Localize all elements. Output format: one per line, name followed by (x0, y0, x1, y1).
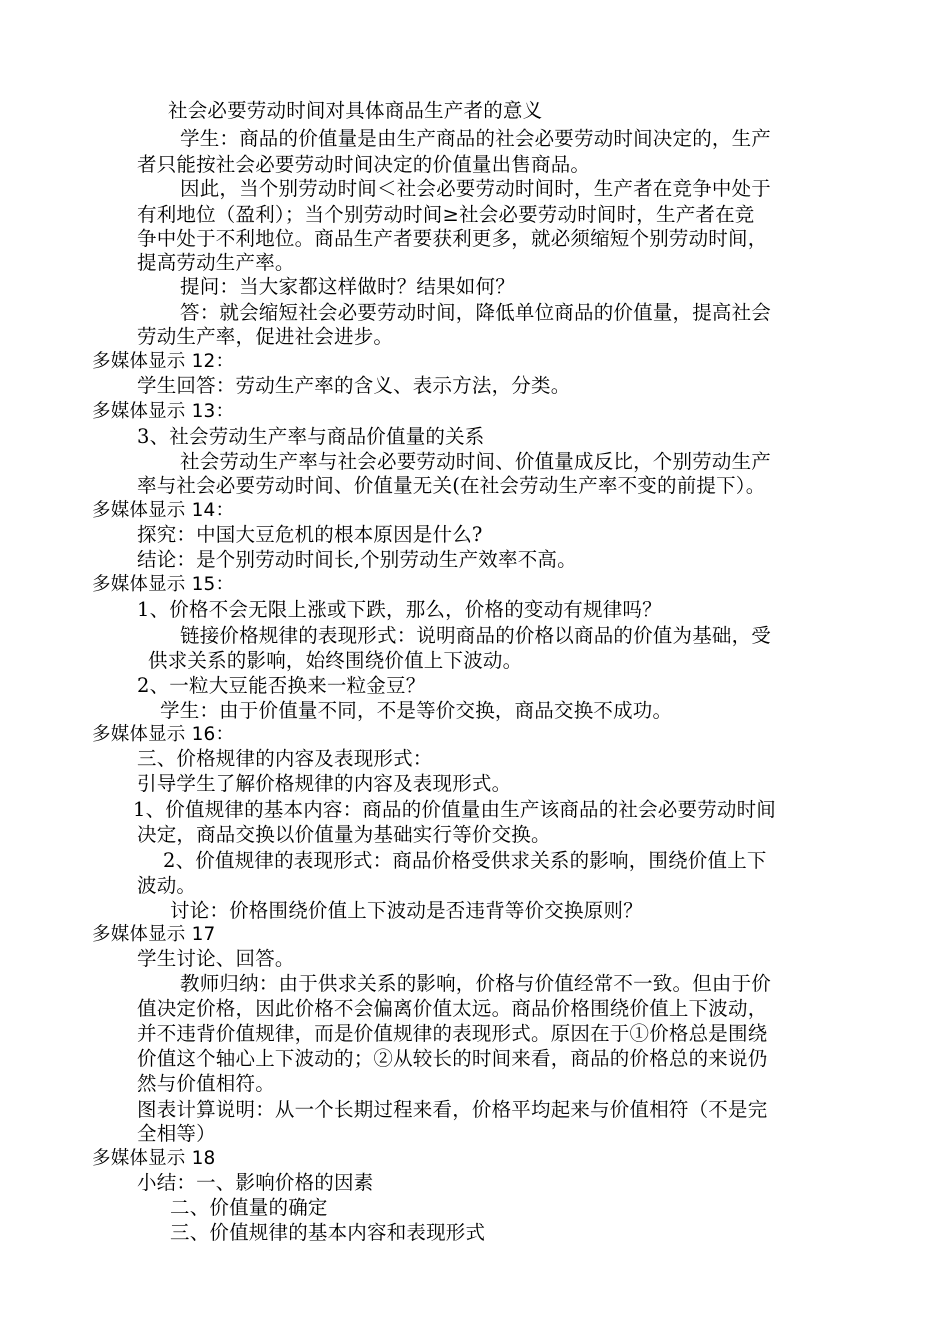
text-line: 提高劳动生产率。 (137, 251, 295, 274)
text-line: 三、价格规律的内容及表现形式： (137, 747, 433, 770)
text-line: 学生讨论、回答。 (137, 947, 295, 970)
text-line: 值决定价格，因此价格不会偏离价值太远。商品价格围绕价值上下波动， (137, 997, 768, 1020)
text-line: 引导学生了解价格规律的内容及表现形式。 (137, 772, 512, 795)
text-line: 然与价值相符。 (137, 1072, 275, 1095)
text-line: 有利地位（盈利）；当个别劳动时间≥社会必要劳动时间时，生产者在竞 (137, 203, 755, 226)
text-line: 三、价值规律的基本内容和表现形式 (170, 1221, 486, 1244)
text-line: 学生回答：劳动生产率的含义、表示方法，分类。 (137, 374, 571, 397)
text-line: 探究：中国大豆危机的根本原因是什么? (137, 523, 483, 546)
text-line: 答：就会缩短社会必要劳动时间，降低单位商品的价值量，提高社会 (180, 301, 772, 324)
text-line: 全相等） (137, 1122, 216, 1145)
text-line: 学生：商品的价值量是由生产商品的社会必要劳动时间决定的，生产 (180, 127, 772, 150)
section-heading: 多媒体显示 16： (92, 724, 235, 745)
section-heading: 多媒体显示 12： (92, 351, 235, 372)
text-line: 并不违背价值规律，而是价值规律的表现形式。原因在于①价格总是围绕 (137, 1022, 768, 1045)
text-line: 结论：是个别劳动时间长,个别劳动生产效率不高。 (137, 548, 577, 571)
text-line: 决定，商品交换以价值量为基础实行等价交换。 (137, 823, 551, 846)
section-heading: 多媒体显示 18 (92, 1148, 216, 1169)
section-heading: 多媒体显示 17 (92, 924, 216, 945)
text-line: 教师归纳：由于供求关系的影响，价格与价值经常不一致。但由于价 (180, 972, 772, 995)
text-line: 提问：当大家都这样做时？结果如何？ (180, 275, 515, 298)
text-line: 学生：由于价值量不同，不是等价交换，商品交换不成功。 (160, 699, 673, 722)
text-line: 者只能按社会必要劳动时间决定的价值量出售商品。 (137, 153, 591, 176)
text-line: 3、社会劳动生产率与商品价值量的关系 (137, 425, 485, 448)
text-line: 率与社会必要劳动时间、价值量无关(在社会劳动生产率不变的前提下）。 (137, 474, 766, 497)
text-line: 因此，当个别劳动时间＜社会必要劳动时间时，生产者在竞争中处于 (180, 177, 772, 200)
text-line: 供求关系的影响，始终围绕价值上下波动。 (148, 649, 523, 672)
text-line: 劳动生产率，促进社会进步。 (137, 325, 394, 348)
text-line: 讨论：价格围绕价值上下波动是否违背等价交换原则？ (170, 899, 643, 922)
text-line: 2、一粒大豆能否换来一粒金豆？ (137, 674, 426, 697)
text-line: 争中处于不利地位。商品生产者要获利更多，就必须缩短个别劳动时间， (137, 227, 768, 250)
text-line: 社会劳动生产率与社会必要劳动时间、价值量成反比，个别劳动生产 (180, 450, 772, 473)
section-heading: 多媒体显示 14： (92, 500, 235, 521)
text-line: 1、价格不会无限上涨或下跌，那么，价格的变动有规律吗？ (137, 598, 662, 621)
text-line: 小结：一、影响价格的因素 (137, 1171, 374, 1194)
text-line: 图表计算说明：从一个长期过程来看，价格平均起来与价值相符（不是完 (137, 1098, 768, 1121)
text-line: 价值这个轴心上下波动的；②从较长的时间来看，商品的价格总的来说仍 (137, 1047, 768, 1070)
text-line: 二、价值量的确定 (170, 1196, 328, 1219)
section-heading: 多媒体显示 13： (92, 401, 235, 422)
text-line: 社会必要劳动时间对具体商品生产者的意义 (168, 99, 543, 122)
text-line: 波动。 (137, 874, 197, 897)
text-line: 2、价值规律的表现形式：商品价格受供求关系的影响，围绕价值上下 (163, 849, 767, 872)
text-line: 1、价值规律的基本内容：商品的价值量由生产该商品的社会必要劳动时间 (133, 798, 777, 821)
section-heading: 多媒体显示 15： (92, 574, 235, 595)
text-line: 链接价格规律的表现形式：说明商品的价格以商品的价值为基础，受 (180, 624, 772, 647)
